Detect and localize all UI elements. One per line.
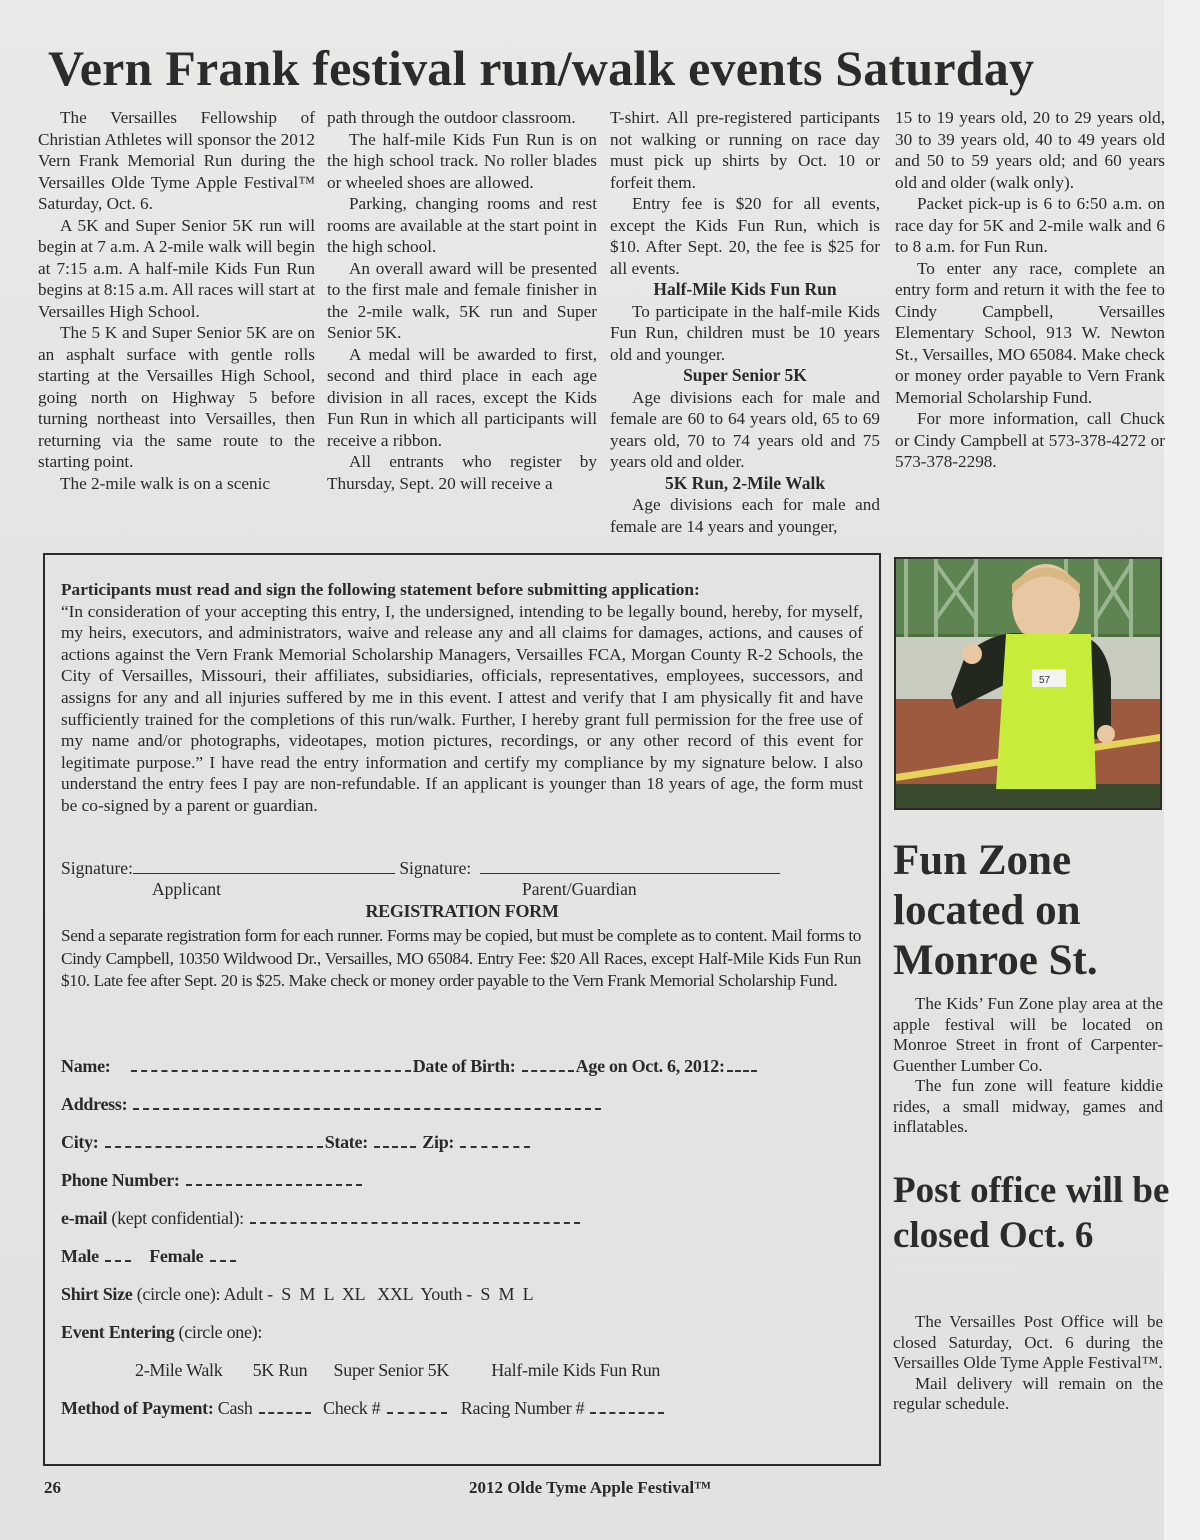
- funzone-text: [893, 994, 1163, 1138]
- cash-field[interactable]: [259, 1400, 311, 1414]
- article-paragraph: A 5K and Super Senior 5K run will begin at 7 a.m. A 2-mile walk will begin at 7:15 a.m. A half-mile Kids Fun Run begins at 8:15 a.m. All races will start at Versailles High School.: [38, 215, 315, 321]
- racing-number-field[interactable]: [590, 1400, 664, 1414]
- article-paragraph: Packet pick-up is 6 to 6:50 a.m. on race day for 5K and 2-mile walk and 6 to 8 a.m. for Fun Run.: [895, 194, 1165, 256]
- city-row: [61, 1131, 532, 1153]
- article-paragraph: Age divisions each for male and female are 60 to 64 years old, 65 to 69 years old, 70 to 74 years old and 75 years old and older.: [610, 387, 880, 471]
- event-options: [135, 1359, 660, 1381]
- event-row: [61, 1321, 262, 1343]
- shirt-size-label: Shirt Size: [61, 1284, 133, 1304]
- postoffice-paragraph: The Versailles Post Office will be closed Saturday, Oct. 6 during the Versailles Olde Tyme Apple Festival™.: [893, 1312, 1163, 1372]
- female-field[interactable]: [210, 1248, 236, 1262]
- article-column-3: [610, 107, 880, 537]
- postoffice-paragraph: Mail delivery will remain on the regular schedule.: [893, 1373, 1163, 1413]
- headline: Vern Frank festival run/walk events Saturday: [48, 40, 1035, 96]
- subheading: Super Senior 5K: [683, 365, 807, 385]
- article-paragraph: The half-mile Kids Fun Run is on the high school track. No roller blades or wheeled shoes are allowed.: [327, 129, 597, 192]
- phone-row: [61, 1169, 364, 1191]
- registration-description: Send a separate registration form for each runner. Forms may be copied, but must be complete as to content. Mail forms to Cindy Campbell, 10350 Wildwood Dr., Versailles, MO 65084. Entry Fee: $20 All Races, except Half-Mile Kids Fun Run $10. Late fee after Sept. 20 is $25. Make check or money order payable to the Vern Frank Memorial Scholarship Fund.: [61, 926, 861, 990]
- funzone-paragraph: The fun zone will feature kiddie rides, a small midway, games and inflatables.: [893, 1076, 1163, 1136]
- registration-form-box: [43, 553, 881, 1466]
- article-paragraph: An overall award will be presented to the first male and female finisher in the 2-mile walk, 5K run and Super Senior 5K.: [327, 258, 597, 342]
- publication-title: 2012 Olde Tyme Apple Festival™: [468, 1478, 712, 1497]
- article-paragraph: Age divisions each for male and female are 14 years and younger,: [610, 495, 880, 536]
- applicant-signature-field[interactable]: [133, 858, 395, 874]
- event-option-super-senior-5k[interactable]: Super Senior 5K: [333, 1360, 450, 1380]
- shirt-size-row: [61, 1283, 533, 1305]
- article-paragraph: The Versailles Fellowship of Christian Athletes will sponsor the 2012 Vern Frank Memorial Run during the Versailles Olde Tyme Apple Festival™ Saturday, Oct. 6.: [38, 108, 315, 213]
- applicant-label: Applicant: [152, 879, 222, 899]
- city-label: City:: [61, 1132, 99, 1152]
- dob-field[interactable]: [522, 1058, 574, 1072]
- racing-number-label: Racing Number #: [460, 1398, 585, 1418]
- address-label: Address:: [61, 1094, 128, 1114]
- zip-label: Zip:: [422, 1132, 455, 1152]
- article-paragraph: 15 to 19 years old, 20 to 29 years old, 30 to 39 years old, 40 to 49 years old and 50 to 59 years old; and 60 years old and older (walk only).: [895, 108, 1165, 192]
- event-label: Event Entering: [61, 1322, 175, 1342]
- subheading: Half-Mile Kids Fun Run: [653, 279, 837, 299]
- funzone-headline: Fun Zone located on Monroe St.: [893, 837, 1098, 984]
- name-label: Name:: [61, 1056, 111, 1076]
- age-label: Age on Oct. 6, 2012:: [575, 1056, 725, 1076]
- page-number: 26: [44, 1478, 61, 1497]
- name-field[interactable]: [131, 1058, 411, 1072]
- dob-label: Date of Birth:: [412, 1056, 516, 1076]
- article-paragraph: Parking, changing rooms and rest rooms are available at the start point in the high school.: [327, 194, 597, 256]
- cash-label: Cash: [217, 1398, 253, 1418]
- state-field[interactable]: [374, 1134, 416, 1148]
- article-paragraph: To participate in the half-mile Kids Fun Run, children must be 10 years old and younger.: [610, 301, 880, 364]
- event-note: (circle one):: [178, 1322, 263, 1342]
- guardian-signature-field[interactable]: [480, 858, 780, 874]
- article-paragraph: For more information, call Chuck or Cindy Campbell at 573-378-4272 or 573-378-2298.: [895, 409, 1165, 471]
- female-label: Female: [149, 1246, 204, 1266]
- applicant-signature-label: Signature:: [61, 858, 133, 878]
- funzone-paragraph: The Kids’ Fun Zone play area at the apple festival will be located on Monroe Street in front of Carpenter-Guenther Lumber Co.: [893, 994, 1163, 1075]
- email-note: (kept confidential):: [111, 1208, 244, 1228]
- postoffice-text: [893, 1312, 1163, 1415]
- check-field[interactable]: [387, 1400, 447, 1414]
- phone-field[interactable]: [186, 1172, 362, 1186]
- shirt-size-options[interactable]: (circle one): Adult - S M L XL XXL Youth - S M L: [136, 1284, 534, 1304]
- check-label: Check #: [323, 1398, 381, 1418]
- article-column-1: [38, 107, 315, 494]
- guardian-label: Parent/Guardian: [522, 879, 637, 899]
- event-option-5k-run[interactable]: 5K Run: [252, 1360, 308, 1380]
- state-label: State:: [324, 1132, 368, 1152]
- gender-row: [61, 1245, 238, 1267]
- male-field[interactable]: [105, 1248, 131, 1262]
- kids-fun-run-photo: [894, 557, 1162, 810]
- article-paragraph: To enter any race, complete an entry form and return it with the fee to Cindy Campbell, Versailles Elementary School, 913 W. Newton St., Versailles, MO 65084. Make check or money order payable to Vern Frank Memorial Scholarship Fund.: [895, 258, 1165, 407]
- phone-label: Phone Number:: [61, 1170, 180, 1190]
- address-field[interactable]: [133, 1096, 601, 1110]
- signature-row: [61, 857, 861, 879]
- postoffice-headline: Post office will be closed Oct. 6: [893, 1170, 1170, 1256]
- bib-number: 57: [1039, 675, 1051, 686]
- payment-label: Method of Payment:: [61, 1398, 214, 1418]
- subheading: 5K Run, 2-Mile Walk: [664, 472, 826, 493]
- name-row: [61, 1055, 759, 1077]
- address-row: [61, 1093, 603, 1115]
- article-paragraph: Entry fee is $20 for all events, except the Kids Fun Run, which is $10. After Sept. 20, the fee is $25 for all events.: [610, 194, 880, 278]
- city-field[interactable]: [105, 1134, 323, 1148]
- article-paragraph: T-shirt. All pre-registered participants not walking or running on race day must pick up shirts by Oct. 10 or forfeit them.: [610, 108, 880, 192]
- article-paragraph: A medal will be awarded to first, second and third place in each age division in all races, except the Kids Fun Run in which all participants will receive a ribbon.: [327, 344, 597, 450]
- article-column-2: [327, 107, 597, 494]
- email-row: [61, 1207, 582, 1229]
- waiver-lead: Participants must read and sign the following statement before submitting application:: [61, 580, 700, 599]
- guardian-signature-label: Signature:: [399, 858, 472, 878]
- article-column-4: [895, 107, 1165, 473]
- article-paragraph: path through the outdoor classroom.: [327, 108, 576, 127]
- payment-row: [61, 1397, 666, 1419]
- email-field[interactable]: [250, 1210, 580, 1224]
- page-margin: [1164, 0, 1200, 1540]
- registration-title: REGISTRATION FORM: [365, 901, 559, 921]
- event-option-2-mile-walk[interactable]: 2-Mile Walk: [135, 1360, 223, 1380]
- article-paragraph: All entrants who register by Thursday, Sept. 20 will receive a: [327, 452, 597, 493]
- email-label: e-mail: [61, 1208, 108, 1228]
- waiver-text: “In consideration of your accepting this entry, I, the undersigned, intending to be legally bound, hereby, for myself, my heirs, executors, and administrators, waive and release any and all claims for damages, actions, and causes of actions against the Vern Frank Memorial Scholarship Managers, Versailles FCA, Morgan County R-2 Schools, the City of Versailles, Missouri, their affiliates, subsidiaries, officials, representatives, employees, successors, and assigns for any and all injuries suffered by me in this event. I attest and verify that I am physically fit and have sufficiently trained for the completions of this run/walk. Further, I hereby grant full permission for the free use of my name and/or photographs, videotapes, motion pictures, recordings, or any other record of this event for legitimate purpose.” I have read the entry information and certify my compliance by my signature below. I also understand the entry fees I pay are non-refundable. If an applicant is younger than 18 years of age, the form must be co-signed by a parent or guardian.: [61, 601, 863, 815]
- age-field[interactable]: [727, 1058, 757, 1072]
- article-paragraph: The 5 K and Super Senior 5K are on an asphalt surface with gentle rolls starting at the Versailles High School, going north on Highway 5 before turning northeast into Versailles, then returning via the same route to the starting point.: [38, 323, 315, 471]
- zip-field[interactable]: [460, 1134, 530, 1148]
- male-label: Male: [61, 1246, 99, 1266]
- photo-runner-illustration: [896, 559, 1160, 808]
- event-option-kids-fun-run[interactable]: Half-mile Kids Fun Run: [491, 1360, 661, 1380]
- waiver-statement: [61, 579, 863, 817]
- article-paragraph: The 2-mile walk is on a scenic: [60, 473, 271, 493]
